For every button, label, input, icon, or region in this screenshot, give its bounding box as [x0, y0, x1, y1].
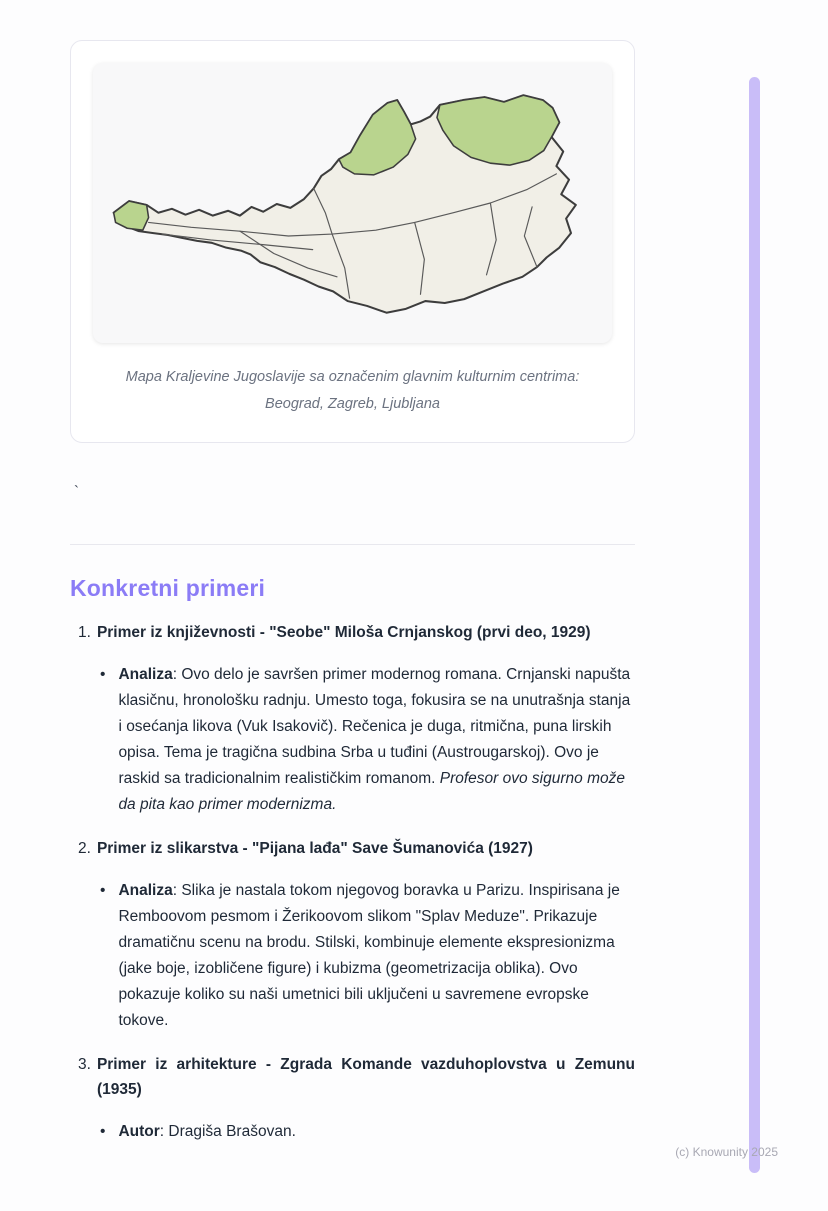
bullet-text: : Dragiša Brašovan.	[159, 1122, 296, 1140]
bullet-point	[100, 1119, 635, 1145]
map-caption-line2: Beograd, Zagreb, Ljubljana	[265, 395, 440, 412]
bullet-point	[100, 662, 635, 818]
section-divider	[70, 544, 635, 545]
list-item	[70, 620, 635, 818]
map-card	[70, 40, 635, 443]
bullet-label: Autor	[118, 1122, 160, 1140]
copyright-watermark: (c) Knowunity 2025	[675, 1145, 778, 1159]
section-title: Konkretni primeri	[70, 575, 266, 602]
map-caption-line1: Mapa Kraljevine Jugoslavije sa označenim glavnim kulturnim centrima:	[125, 369, 580, 385]
list-item	[70, 1052, 635, 1145]
list-item-title: Primer iz književnosti - "Seobe" Miloša Crnjanskog (prvi deo, 1929)	[96, 624, 591, 642]
bullet-italic-text: Profesor ovo sigurno može da pita kao primer modernizma.	[118, 769, 625, 813]
list-item	[70, 836, 635, 1034]
map-panel	[93, 63, 612, 343]
bullet-point	[100, 878, 635, 1034]
map-svg	[99, 69, 606, 337]
list-item-title: Primer iz slikarstva - "Pijana lađa" Save Šumanovića (1927)	[96, 840, 533, 858]
scrollbar-thumb[interactable]	[749, 77, 760, 1173]
highlighted-region-west	[114, 201, 149, 230]
list-item-title: Primer iz arhitekture - Zgrada Komande vazduhoplovstva u Zemunu (1935)	[96, 1055, 635, 1099]
bullet-text: : Ovo delo je savršen primer modernog romana. Crnjanski napušta klasičnu, hronološku radnju. Umesto toga, fokusira se na unutrašnja stanja i osećanja likova (Vuk Isakovič). Rečenica je duga, ritmična, puna lirskih opisa. Tema je tragična sudbina Srba u tuđini (Austrougarskoj). Ovo je raskid sa tradicionalnim realističkim romanom.	[118, 665, 631, 787]
bullet-label: Analiza	[118, 665, 173, 683]
list-item-number: 2.	[78, 840, 91, 858]
document-body	[70, 40, 635, 1145]
bullet-text: : Slika je nastala tokom njegovog boravka u Parizu. Inspirisana je Remboovom pesmom i Žerikoovom slikom "Splav Meduze". Prikazuje dramatičnu scenu na brodu. Stilski, kombinuje elemente ekspresionizma (jake boje, izobličene figure) i kubizma (geometrizacija oblika). Ovo pokazuje koliko su naši umetnici bili uključeni u savremene evropske tokove.	[118, 881, 620, 1029]
bullet-label: Analiza	[118, 881, 173, 899]
stray-backtick-text: `	[74, 483, 79, 501]
list-item-number: 3.	[78, 1055, 91, 1073]
list-item-number: 1.	[78, 624, 91, 642]
